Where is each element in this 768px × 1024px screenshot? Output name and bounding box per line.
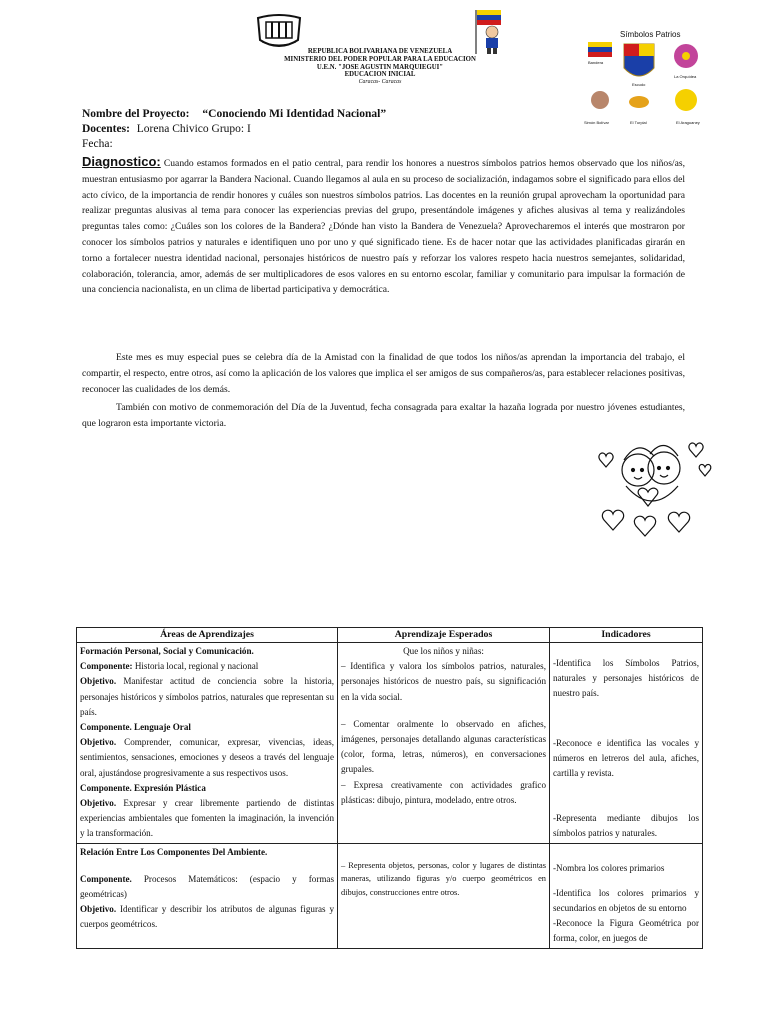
diagnostic-text-3: También con motivo de conmemoración del Día de la Juventud, fecha consagrada para exaltar la hazaña lograda por nuestro jóvenes estudiantes, que lograron esta importante victoria. bbox=[82, 402, 685, 429]
teachers-label: Docentes: bbox=[82, 123, 130, 135]
header-city: Caracas- Caracas bbox=[358, 79, 402, 86]
diagnostic-paragraph-1 bbox=[82, 154, 685, 298]
table-row bbox=[77, 843, 703, 948]
header-level: EDUCACION INICIAL bbox=[344, 71, 416, 79]
document-header bbox=[250, 48, 510, 87]
friendship-children-illustration bbox=[590, 430, 714, 540]
symbol-label-flag: Bandera bbox=[588, 60, 604, 65]
header-indicators: Indicadores bbox=[550, 628, 703, 643]
project-name-line bbox=[82, 108, 386, 120]
school-logo bbox=[252, 14, 306, 50]
date-line bbox=[82, 138, 113, 150]
header-areas: Áreas de Aprendizajes bbox=[77, 628, 338, 643]
symbols-panel bbox=[582, 28, 712, 132]
symbol-label-bolivar: Simón Bolívar bbox=[584, 120, 609, 125]
symbol-label-araguaney: El Araguaney bbox=[676, 120, 700, 125]
expected-cell: – Representa objetos, personas, color y lugares de distintas maneras, utilizando figuras y/o cuerpo geométricos en dibujos, construcciones entre otros. bbox=[338, 843, 550, 948]
header-ministry: MINISTERIO DEL PODER POPULAR PARA LA EDUCACION bbox=[284, 55, 476, 63]
table-row bbox=[77, 643, 703, 844]
header-school: U.E.N. "JOSE AGUSTIN MARQUIEGUI" bbox=[316, 63, 444, 71]
diagnostic-text-1: Cuando estamos formados en el patio central, para rendir los honores a nuestros símbolos patrios hemos observado que los niños/as, muestran entusiasmo por agarrar la Bandera Nacional. Cuando llegamos al aula en su proceso de socialización, indagamos sobre el significado para ellos del acto cívico, de la importancia de rendir honores y cuáles son nuestros símbolos patrios. Las docentes en la reunión grupal aprovecham la oportunidad para realizar preguntas alusivas al tema para conocer las experiencias previas del grupo, presentándole imágenes y afiches alusivas al tema y realizándoles preguntas tales como: ¿Cuáles son los colores de la Bandera? ¿Dónde han visto la Bandera de Venezuela? Aprovecharemos el interés que mostraron por conocer los símbolos patrios y naturales e identifiquen uno por uno y qué significado tiene. Es de hacer notar que las actividades planificadas girarán en torno a fortalecer nuestra identidad nacional, personajes históricos de nuestro país y reforzar los valores respeto hacia nuestros semejantes, solidaridad, colaboración, tolerancia, amor, además de ser multiplicadores de esos valores en su entorno escolar, familiar y comunitario para impulsar la formación de una conciencia nacionalista, en un clima de libertad participativa y democrática. bbox=[82, 158, 685, 296]
diagnostic-text-2: Este mes es muy especial pues se celebra día de la Amistad con la finalidad de que todos los niños/as aprendan la importancia del trabajo, el compartir, el respecto, entre otros, así como la aplicación de los valores que implica el ser amigos de sus compañeros/as, para establecer relaciones positivas, reconocer las cualidades de los demás. bbox=[82, 352, 685, 395]
header-republic: REPUBLICA BOLIVARIANA DE VENEZUELA bbox=[307, 48, 453, 55]
teachers-line bbox=[82, 123, 251, 135]
teachers-value: Lorena Chivico Grupo: I bbox=[136, 123, 251, 135]
date-label: Fecha: bbox=[82, 138, 113, 150]
expected-cell: Que los niños y niñas: – Identifica y valora los símbolos patrios, naturales, personajes históricos de nuestro país, su significación en la vida social. – Comentar oralmente lo observado en afiches, imágenes, personajes detallando algunas características (color, forma, letras, números), en conversaciones grupales. – Expresa creativamente con actividades grafico plásticas: dibujo, pintura, modelado, entre otros. bbox=[338, 643, 550, 844]
symbol-label-turpial: El Turpial bbox=[630, 120, 647, 125]
project-name-value: “Conociendo Mi Identidad Nacional” bbox=[202, 108, 387, 120]
symbol-label-orchid: La Orquídea bbox=[674, 74, 697, 79]
indicators-cell: -Nombra los colores primarios -Identifica los colores primarios y secundarios en objetos de su entorno -Reconoce la Figura Geométrica por forma, color, en juegos de bbox=[550, 843, 703, 948]
project-name-label: Nombre del Proyecto: bbox=[82, 108, 190, 120]
diagnostic-paragraph-2 bbox=[82, 350, 685, 397]
header-expected: Aprendizaje Esperados bbox=[338, 628, 550, 643]
symbols-panel-title: Símbolos Patrios bbox=[620, 30, 681, 39]
section-title: Formación Personal, Social y Comunicación. bbox=[80, 646, 254, 656]
learning-plan-table bbox=[76, 627, 703, 949]
areas-cell: Formación Personal, Social y Comunicación. Componente: Historia local, regional y nacional Objetivo. Manifestar actitud de conciencia sobre la historia, personajes históricos y símbolos patrios, naturales que representan su país. Componente. Lenguaje Oral Objetivo. Comprender, comunicar, expresar, vivencias, ideas, sentimientos, sensaciones, emociones y deseos a través del lenguaje oral, ajustándose progresivamente a sus respectivos usos. Componente. Expresión Plástica Objetivo. Expresar y crear libremente partiendo de distintas experiencias ambientales que fomenten la imaginación, la invención y la transformación. bbox=[77, 643, 338, 844]
diagnostic-paragraph-3 bbox=[82, 400, 685, 432]
indicators-cell: -Identifica los Símbolos Patrios, naturales y personajes históricos de nuestro país. -Reconoce e identifica las vocales y números en letreros del aula, afiches, cartilla y revista. -Representa mediante dibujos los símbolos patrios y naturales. bbox=[550, 643, 703, 844]
diagnostic-label: Diagnostico: bbox=[82, 154, 161, 169]
areas-cell: Relación Entre Los Componentes Del Ambiente. Componente. Procesos Matemáticos: (espacio y formas geométricas) Objetivo. Identificar y describir los atributos de algunas figuras y cuerpos geométricos. bbox=[77, 843, 338, 948]
symbol-label-shield: Escudo bbox=[632, 82, 646, 87]
